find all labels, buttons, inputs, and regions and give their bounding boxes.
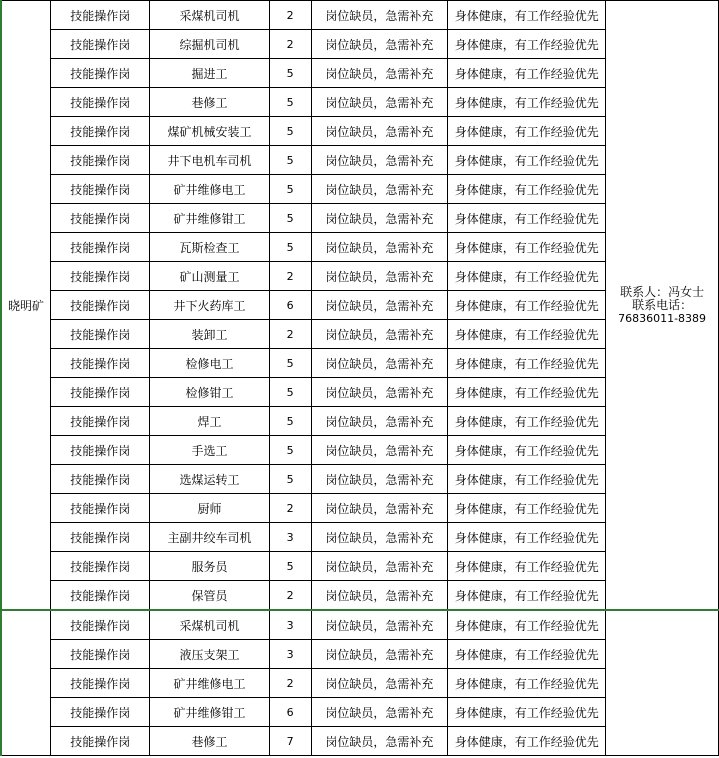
reason-cell: 岗位缺员，急需补充 (311, 59, 448, 88)
job-title-cell: 检修钳工 (150, 378, 270, 407)
reason-cell: 岗位缺员，急需补充 (311, 640, 448, 669)
headcount-cell: 3 (269, 610, 311, 640)
category-cell: 技能操作岗 (51, 640, 150, 669)
category-cell: 技能操作岗 (51, 59, 150, 88)
requirement-cell: 身体健康，有工作经验优先 (448, 30, 606, 59)
headcount-cell: 5 (269, 436, 311, 465)
category-cell: 技能操作岗 (51, 698, 150, 727)
reason-cell: 岗位缺员，急需补充 (311, 204, 448, 233)
category-cell: 技能操作岗 (51, 727, 150, 756)
category-cell: 技能操作岗 (51, 262, 150, 291)
headcount-cell: 2 (269, 1, 311, 30)
requirement-cell: 身体健康，有工作经验优先 (448, 349, 606, 378)
reason-cell: 岗位缺员，急需补充 (311, 262, 448, 291)
reason-cell: 岗位缺员，急需补充 (311, 610, 448, 640)
requirement-cell: 身体健康，有工作经验优先 (448, 59, 606, 88)
job-title-cell: 服务员 (150, 552, 270, 581)
headcount-cell: 2 (269, 320, 311, 349)
headcount-cell: 7 (269, 727, 311, 756)
category-cell: 技能操作岗 (51, 88, 150, 117)
reason-cell: 岗位缺员，急需补充 (311, 494, 448, 523)
headcount-cell: 3 (269, 640, 311, 669)
requirement-cell: 身体健康，有工作经验优先 (448, 727, 606, 756)
contact-phone: 76836011-8389 (618, 311, 707, 325)
category-cell: 技能操作岗 (51, 494, 150, 523)
job-title-cell: 掘进工 (150, 59, 270, 88)
job-title-cell: 厨师 (150, 494, 270, 523)
reason-cell: 岗位缺员，急需补充 (311, 175, 448, 204)
job-title-cell: 巷修工 (150, 88, 270, 117)
job-title-cell: 液压支架工 (150, 640, 270, 669)
requirement-cell: 身体健康，有工作经验优先 (448, 146, 606, 175)
headcount-cell: 5 (269, 59, 311, 88)
table-row (1, 610, 719, 640)
requirement-cell: 身体健康，有工作经验优先 (448, 640, 606, 669)
job-title-cell: 矿井维修电工 (150, 669, 270, 698)
requirement-cell: 身体健康，有工作经验优先 (448, 233, 606, 262)
requirement-cell: 身体健康，有工作经验优先 (448, 552, 606, 581)
requirement-cell: 身体健康，有工作经验优先 (448, 698, 606, 727)
requirement-cell: 身体健康，有工作经验优先 (448, 669, 606, 698)
category-cell: 技能操作岗 (51, 30, 150, 59)
category-cell: 技能操作岗 (51, 669, 150, 698)
requirement-cell: 身体健康，有工作经验优先 (448, 204, 606, 233)
headcount-cell: 2 (269, 581, 311, 611)
reason-cell: 岗位缺员，急需补充 (311, 407, 448, 436)
job-title-cell: 井下火药库工 (150, 291, 270, 320)
reason-cell: 岗位缺员，急需补充 (311, 1, 448, 30)
category-cell: 技能操作岗 (51, 175, 150, 204)
job-title-cell: 矿井维修钳工 (150, 204, 270, 233)
table-row (1, 1, 719, 30)
job-title-cell: 巷修工 (150, 727, 270, 756)
headcount-cell: 5 (269, 88, 311, 117)
category-cell: 技能操作岗 (51, 378, 150, 407)
requirement-cell: 身体健康，有工作经验优先 (448, 407, 606, 436)
headcount-cell: 5 (269, 204, 311, 233)
reason-cell: 岗位缺员，急需补充 (311, 30, 448, 59)
job-title-cell: 矿山测量工 (150, 262, 270, 291)
reason-cell: 岗位缺员，急需补充 (311, 465, 448, 494)
category-cell: 技能操作岗 (51, 204, 150, 233)
requirement-cell: 身体健康，有工作经验优先 (448, 262, 606, 291)
headcount-cell: 2 (269, 30, 311, 59)
unit-name-cell: 晓明矿 (1, 1, 51, 611)
requirement-cell: 身体健康，有工作经验优先 (448, 378, 606, 407)
headcount-cell: 5 (269, 378, 311, 407)
reason-cell: 岗位缺员，急需补充 (311, 727, 448, 756)
headcount-cell: 5 (269, 552, 311, 581)
requirement-cell: 身体健康，有工作经验优先 (448, 291, 606, 320)
unit-name-cell (1, 610, 51, 756)
requirement-cell: 身体健康，有工作经验优先 (448, 494, 606, 523)
headcount-cell: 5 (269, 349, 311, 378)
category-cell: 技能操作岗 (51, 233, 150, 262)
job-title-cell: 矿井维修钳工 (150, 698, 270, 727)
job-title-cell: 瓦斯检查工 (150, 233, 270, 262)
job-title-cell: 采煤机司机 (150, 1, 270, 30)
category-cell: 技能操作岗 (51, 146, 150, 175)
requirement-cell: 身体健康，有工作经验优先 (448, 581, 606, 611)
category-cell: 技能操作岗 (51, 117, 150, 146)
headcount-cell: 5 (269, 233, 311, 262)
contact-cell-empty (606, 610, 719, 756)
headcount-cell: 3 (269, 523, 311, 552)
headcount-cell: 5 (269, 175, 311, 204)
category-cell: 技能操作岗 (51, 465, 150, 494)
job-title-cell: 焊工 (150, 407, 270, 436)
reason-cell: 岗位缺员，急需补充 (311, 523, 448, 552)
headcount-cell: 2 (269, 669, 311, 698)
requirement-cell: 身体健康，有工作经验优先 (448, 523, 606, 552)
headcount-cell: 5 (269, 407, 311, 436)
job-title-cell: 检修电工 (150, 349, 270, 378)
contact-person: 联系人：冯女士 (620, 284, 705, 299)
contact-cell (606, 1, 719, 611)
category-cell: 技能操作岗 (51, 552, 150, 581)
category-cell: 技能操作岗 (51, 320, 150, 349)
requirement-cell: 身体健康，有工作经验优先 (448, 465, 606, 494)
reason-cell: 岗位缺员，急需补充 (311, 669, 448, 698)
headcount-cell: 6 (269, 291, 311, 320)
category-cell: 技能操作岗 (51, 523, 150, 552)
category-cell: 技能操作岗 (51, 581, 150, 611)
reason-cell: 岗位缺员，急需补充 (311, 552, 448, 581)
category-cell: 技能操作岗 (51, 436, 150, 465)
job-title-cell: 主副井绞车司机 (150, 523, 270, 552)
reason-cell: 岗位缺员，急需补充 (311, 117, 448, 146)
job-title-cell: 采煤机司机 (150, 610, 270, 640)
contact-phone-label: 联系电话： (632, 297, 693, 312)
requirement-cell: 身体健康，有工作经验优先 (448, 117, 606, 146)
requirement-cell: 身体健康，有工作经验优先 (448, 1, 606, 30)
category-cell: 技能操作岗 (51, 610, 150, 640)
headcount-cell: 5 (269, 117, 311, 146)
headcount-cell: 2 (269, 494, 311, 523)
reason-cell: 岗位缺员，急需补充 (311, 349, 448, 378)
reason-cell: 岗位缺员，急需补充 (311, 698, 448, 727)
requirement-cell: 身体健康，有工作经验优先 (448, 610, 606, 640)
headcount-cell: 6 (269, 698, 311, 727)
reason-cell: 岗位缺员，急需补充 (311, 378, 448, 407)
category-cell: 技能操作岗 (51, 291, 150, 320)
reason-cell: 岗位缺员，急需补充 (311, 436, 448, 465)
requirement-cell: 身体健康，有工作经验优先 (448, 175, 606, 204)
requirement-cell: 身体健康，有工作经验优先 (448, 436, 606, 465)
category-cell: 技能操作岗 (51, 407, 150, 436)
job-title-cell: 手选工 (150, 436, 270, 465)
category-cell: 技能操作岗 (51, 1, 150, 30)
job-title-cell: 装卸工 (150, 320, 270, 349)
requirement-cell: 身体健康，有工作经验优先 (448, 320, 606, 349)
headcount-cell: 5 (269, 146, 311, 175)
job-title-cell: 煤矿机械安装工 (150, 117, 270, 146)
category-cell: 技能操作岗 (51, 349, 150, 378)
job-title-cell: 综掘机司机 (150, 30, 270, 59)
job-title-cell: 井下电机车司机 (150, 146, 270, 175)
headcount-cell: 2 (269, 262, 311, 291)
reason-cell: 岗位缺员，急需补充 (311, 233, 448, 262)
headcount-cell: 5 (269, 465, 311, 494)
job-title-cell: 选煤运转工 (150, 465, 270, 494)
reason-cell: 岗位缺员，急需补充 (311, 581, 448, 611)
job-title-cell: 保管员 (150, 581, 270, 611)
reason-cell: 岗位缺员，急需补充 (311, 320, 448, 349)
reason-cell: 岗位缺员，急需补充 (311, 88, 448, 117)
job-title-cell: 矿井维修电工 (150, 175, 270, 204)
requirement-cell: 身体健康，有工作经验优先 (448, 88, 606, 117)
reason-cell: 岗位缺员，急需补充 (311, 291, 448, 320)
reason-cell: 岗位缺员，急需补充 (311, 146, 448, 175)
